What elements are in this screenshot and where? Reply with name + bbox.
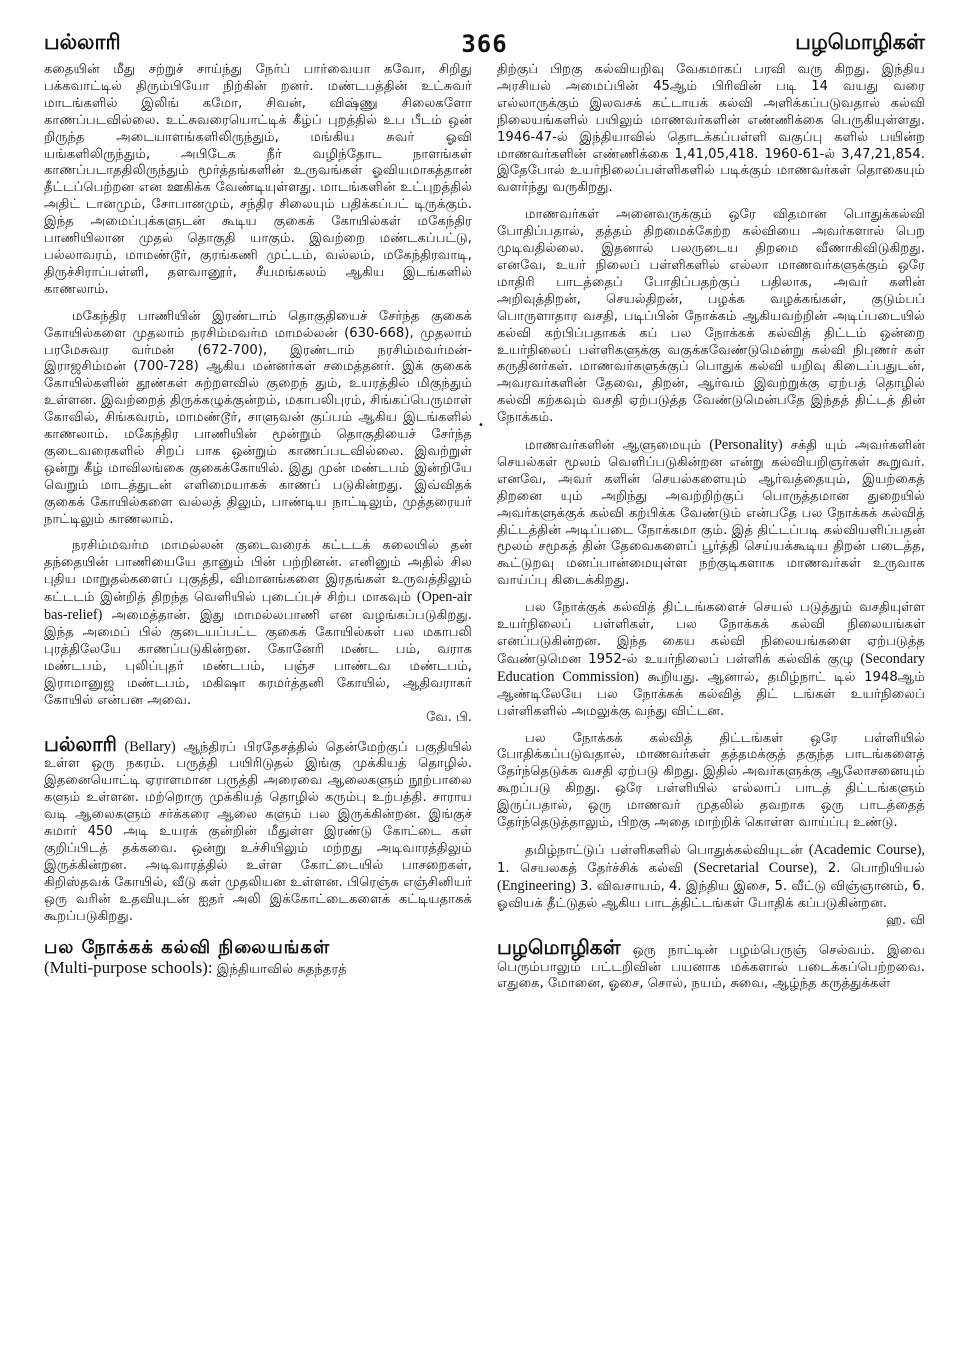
right-column: [497, 62, 925, 1342]
page-header: [44, 0, 925, 62]
english-term: (Multi-purpose schools):: [44, 957, 213, 977]
paragraph: [497, 842, 925, 913]
paragraph: பல நோக்கக் கல்வித் திட்டங்கள் ஒரே பள்ளியில் போதிக்கப்படுவதால், மாணவர்கள் தத்தமக்குத் தகுந்த பாடங்களைத் தேர்ந்தெடுக்க வசதி ஏற்படு கிறது. இதில் அவர்களுக்கு ஆலோசனையும் கூறப்படு கிறது. ஒரே பள்ளியில் எல்லாப் பாடத் திட்டங்களும் இருப்பதால், ஒரு மாணவர் முதலில் தவறாக ஒரு பாடத்தைத் தேர்ந்தெடுத்தாலும், பிறகு அதை மாற்றிக் கொள்ள வாய்ப்பு உண்டு.: [497, 730, 925, 831]
paragraph: கதையின் மீது சற்றுச் சாய்ந்து நேர்ப் பார்வையா கவோ, சிறிது பக்கவாட்டில் திரும்பியோ நிற்கின் றனர். மண்டபத்தின் உட்சுவர் மாடங்களில் இலிங் கமோ, சிவன், விஷ்ணு சிலைகளோ காணப்படவில்லை. உட்சுவரையொட்டிக் கீழ்ப் புறத்தில் உப பீடம் ஒன் றிருந்த அடையாளங்களிலிருந்தும், மங்கிய சுவர் ஓவி யங்களிலிருந்தும், அபிடேக நீர் வழிந்தோட நாளங்கள் காணப்படாததிலிருந்தும் மூர்த்தங்களின் உருவங்கள் ஓவியமாகத்தான் தீட்டப்பெற்றன என ஊகிக்க வேண்டியுள்ளது. மாடங்களின் உட்புறத்தில் அதிட் டானமும், சோபானமும், சந்திர சிலையும் பதிக்கப்பட் டிருக்கும். இந்த அமைப்புக்களுடன் கூடிய குகைக் கோயில்கள் மகேந்திர பாணியிலான முதல் தொகுதி யாகும். இவற்றை மண்டகப்பட்டு, பல்லாவரம், மாமண்டூர், குரங்கணி முட்டம், வல்லம், மகேந்திரவாடி, திருச்சிராப்பள்ளி, தளவானூர், சீயமங்கலம் ஆகிய இடங்களில் காணலாம்.: [44, 62, 472, 297]
paragraph: திற்குப் பிறகு கல்வியறிவு வேகமாகப் பரவி வரு கிறது. இந்திய அரசியல் அமைப்பின் 45ஆம் பிரிவின் படி 14 வயது வரை எல்லாருக்கும் இலவசக் கட்டாயக் கல்வி அளிக்கப்படுவதால் கல்வி நிலையங்களில் பயிலும் மாணவர்களின் எண்ணிக்கை பெருகியுள்ளது. 1946-47-ல் இந்தியாவில் தொடக்கப்பள்ளி வகுப்பு களில் பயின்ற மாணவர்களின் எண்ணிக்கை 1,41,05,418. 1960-61-ல் 3,47,21,854. இதேபோல் உயர்நிலைப்பள்ளிகளில் படிக்கும் மாணவர்கள் தொகையும் வளர்ந்து வருகிறது.: [497, 62, 925, 196]
entry-text: இந்தியாவில் சுதந்தரத்: [216, 961, 347, 977]
left-column: [44, 62, 472, 1342]
paragraph: [497, 600, 925, 720]
paragraph-text: மாணவர்களின் ஆளுமையும்: [525, 438, 702, 454]
paragraph-text: அமைத்தான். இது மாமல்லபாணி என வழங்கப்படுகிறது. இந்த அமைப் பில் குடையப்பட்ட குகைக் கோயில்கள் பல மகாபலி புரத்திலேயே காணப்படுகின்றன. கோனேரி மண்ட பம், வராக மண்டபம், புலிப்புதர் மண்டபம், பஞ்ச பாண்டவ மண்டபம், இராமானுஜ மண்டபம், மகிஷா சுரமர்த்தனி கோயில், ஆதிவராகர் கோயில் என்பன அவை.: [44, 608, 472, 708]
paragraph-text: சக்தி யும் அவர்களின் செயல்கள் மூலம் வெளிப்படுகின்றன என்று கல்வியறிஞர்கள் கூறுவர். எனவே, அவர் களின் செயல்களையும் ஆர்வத்தையும், இயற்கைத் திறனை யும் அறிந்து அவற்றிற்குப் பொருத்தமான துறையில் அவர்களுக்குக் கல்வி கற்பிக்க வேண்டும் என்பதே பல நோக்கக் கல்வித் திட்டத்தின் அடிப்படை நோக்கமா கும். இத் திட்டப்படி கல்வியளிப்பதன் மூலம் சமூகத் தின் தேவைகளைப் பூர்த்தி செய்யக்கூடிய திறன் படைத்த, கூட்டுறவு மனப்பான்மையுள்ள நற்குடிகளாக மாணவர்கள் உருவாக வாய்ப்பு கிடைக்கிறது.: [497, 438, 925, 589]
author-signature: வே. பி.: [426, 709, 472, 725]
entry-proverbs: [497, 934, 925, 994]
entry-text: ஒரு நாட்டின் பழம்பெருஞ் செல்வம். இவை பெரும்பாலும் பட்டறிவின் பயனாக மக்களால் படைக்கப்பெற்றவை. எதுகை, மோனை, ஓசை, சொல், நயம், சுவை, ஆழ்ந்த கருத்துக்கள்: [497, 942, 925, 992]
english-term: (Secretarial Course),: [693, 859, 818, 876]
english-term: (Open-air bas-relief): [44, 589, 472, 624]
paragraph-text: 3. விவசாயம், 4. இந்திய இசை, 5. வீட்டு விஞ்ஞானம், 6. ஓவியக் தீட்டுதல் ஆகிய பாடத்திட்டங்கள் போதிக் கப்படுகின்றன.: [497, 878, 925, 911]
page-number: 366: [461, 30, 508, 58]
margin-dot: •: [478, 420, 484, 431]
paragraph-text: பல நோக்குக் கல்வித் திட்டங்களைச் செயல் படுத்தும் வசதியுள்ள உயர்நிலைப் பள்ளிகள், பல நோக்கக் கல்வி நிலையங்கள் எனப்படுகின்றன. இந்த கைய கல்வி நிலையங்களை ஏற்படுத்த வேண்டுமென 1952-ல் உயர்நிலைப் பள்ளிக் கல்விக் குழு: [497, 600, 925, 667]
author-signature: ஹ. வி: [886, 912, 925, 928]
paragraph-text: நரசிம்மவர்ம மாமல்லன் குடைவரைக் கட்டடக் கலையில் தன் தந்தையின் பாணியையே தானும் பின் பற்றினன். எனினும் அதில் சில புதிய மாறுதல்களைப் புகுத்தி, விமானங்களை இரதங்கள் உருவத்திலும் கட்டடம் இன்றித் திறந்த வெளியில் புடைப்புச் சிற்ப மாகவும்: [44, 538, 472, 606]
entry-heading: பழமொழிகள்: [497, 934, 621, 959]
paragraph: [497, 437, 925, 590]
text-columns: [44, 62, 925, 1342]
entry-multipurpose-schools: [44, 936, 472, 979]
paragraph-text: கூறியது. ஆனால், தமிழ்நாட் டில் 1948ஆம் ஆண்டிலேயே பல நோக்கக் கல்வித் திட் டங்கள் உயர்நிலைப் பள்ளிகளில் அமலுக்கு வந்து விட்டன.: [497, 669, 925, 719]
english-term: (Secondary Education Commission): [497, 650, 925, 685]
entry-bellary: [44, 731, 472, 926]
english-term: (Bellary): [124, 738, 176, 755]
entry-heading: பல நோக்கக் கல்வி நிலையங்கள்: [44, 936, 331, 958]
paragraph-text: தமிழ்நாட்டுப் பள்ளிகளில் பொதுக்கல்வியுடன்: [525, 842, 803, 858]
english-term: (Engineering): [497, 877, 576, 894]
paragraph: மாணவர்கள் அனைவருக்கும் ஒரே விதமான பொதுக்கல்வி போதிப்பதால், தத்தம் திறமைக்கேற்ற கல்வியை அவர்களால் பெற முடிவதில்லை. இதனால் பலருடைய திறமை வீணாகிவிடுகிறது. எனவே, உயர் நிலைப் பள்ளிகளில் எல்லா மாணவர்களுக்கும் ஒரே மாதிரி பாடத்தைப் போதிப்பதற்குப் பதிலாக, அவர் களின் அறிவுத்திறன், செயல்திறன், பழக்க வழக்கங்கள், குடும்பப் பொருளாதார வசதி, படிப்பின் நோக்கம் ஆகியவற்றின் அடிப்படையில் கல்வி கற்பிப்பதாகக் கப் பல நோக்கக் கல்வித் திட்டம் ஒன்றை உயர்நிலைப் பள்ளிகளுக்கு வகுக்கவேண்டுமென்று கல்வி நிபுணர் கள் கருதினர்கள். மாணவர்களுக்குப் பொதுக் கல்வி யறிவு கிடைப்பதுடன், அவரவர்களின் தேவை, திறன், ஆர்வம் இவற்றுக்கு ஏற்பத் தொழில் கல்வி கற்கவும் வசதி ஏற்படுத்த வேண்டுமென்பதே இந்தத் திட்டத் தின் நோக்கம்.: [497, 207, 925, 426]
header-right-term: பழமொழிகள்: [795, 30, 925, 54]
entry-text: ஆந்திரப் பிரதேசத்தில் தென்மேற்குப் பகுதியில் உள்ள ஒரு நகரம். பருத்தி பயிரிடுதல் இங்கு முக்கியத் தொழில். இதனையொட்டி ஏராளமான பருத்தி அரைவை ஆலைகளும் நூற்பாலை களும் உள்ளன. மற்றொரு முக்கியத் தொழில் கரும்பு உற்பத்தி. சாராய வடி ஆலைகளும் சர்க்கரை ஆலை களும் பல இருக்கின்றன. இங்குச் சுமார் 450 அடி உயரக் குன்றின் மீதுள்ள இரண்டு கோட்டை கள் குறிப்பிடத் தக்கவை. ஒன்று உச்சியிலும் மற்றது அடிவாரத்திலும் இருக்கின்றன. அடிவாரத்தில் உள்ள கோட்டையில் பாசறைகள், கிறிஸ்தவக் கோயில், வீடு கள் முதலியன உள்ளன. பிரெஞ்சு எஞ்சினியர் ஒரு வரின் உதவியுடன் ஐதர் அலி இக்கோட்டைகளைக் கட்டியதாகக் கூறப்படுகிறது.: [44, 739, 472, 924]
paragraph-text: 1. செயலகத் தேர்ச்சிக் கல்வி: [497, 860, 684, 876]
paragraph: மகேந்திர பாணியின் இரண்டாம் தொகுதியைச் சேர்ந்த குகைக் கோயில்களை முதலாம் நரசிம்மவர்ம மாமல்லன் (630-668), முதலாம் பரமேசுவர வர்மன் (672-700), இரண்டாம் நரசிம்மவர்மன்-இராஜசிம்மன் (700-728) ஆகிய மன்னர்கள் சமைத்தனர். இக் குகைக் கோயில்களின் தூண்கள் சுற்றளவில் குறைந் தும், உயரத்தில் மிகுந்தும் உள்ளன. இவற்றைத் திருக்கழுக்குன்றம், மகாபலிபுரம், சிங்கப்பெருமாள் கோவில், சிங்கவரம், மாமண்டூர், சாளுவன் குப்பம் ஆகிய இடங்களில் காணலாம். மகேந்திர பாணியின் மூன்றும் தொகுதியைச் சேர்ந்த குடைவரைகளில் சிறப் பாக ஒன்றும் காணப்படவில்லை. இவற்றுள் ஒன்று கீழ் மாவிலங்கை குகைக்கோயில். இது முன் மண்டபம் இன்றியே வெறும் மாடத்துடன் எளிமையாகக் காணப் படுகின்றது. இவ்விதக் குகைக் கோயில்களை வல்லத் திலும், பாண்டிய நாட்டிலும், முத்தரையர் நாட்டிலும் காணலாம்.: [44, 308, 472, 527]
paragraph-text: 2. பொறியியல்: [827, 860, 925, 876]
english-term: (Personality): [709, 437, 783, 454]
entry-heading: பல்லாரி: [44, 731, 117, 756]
header-left-term: பல்லாரி: [44, 30, 121, 54]
paragraph: [44, 538, 472, 709]
english-term: (Academic Course),: [808, 841, 925, 858]
